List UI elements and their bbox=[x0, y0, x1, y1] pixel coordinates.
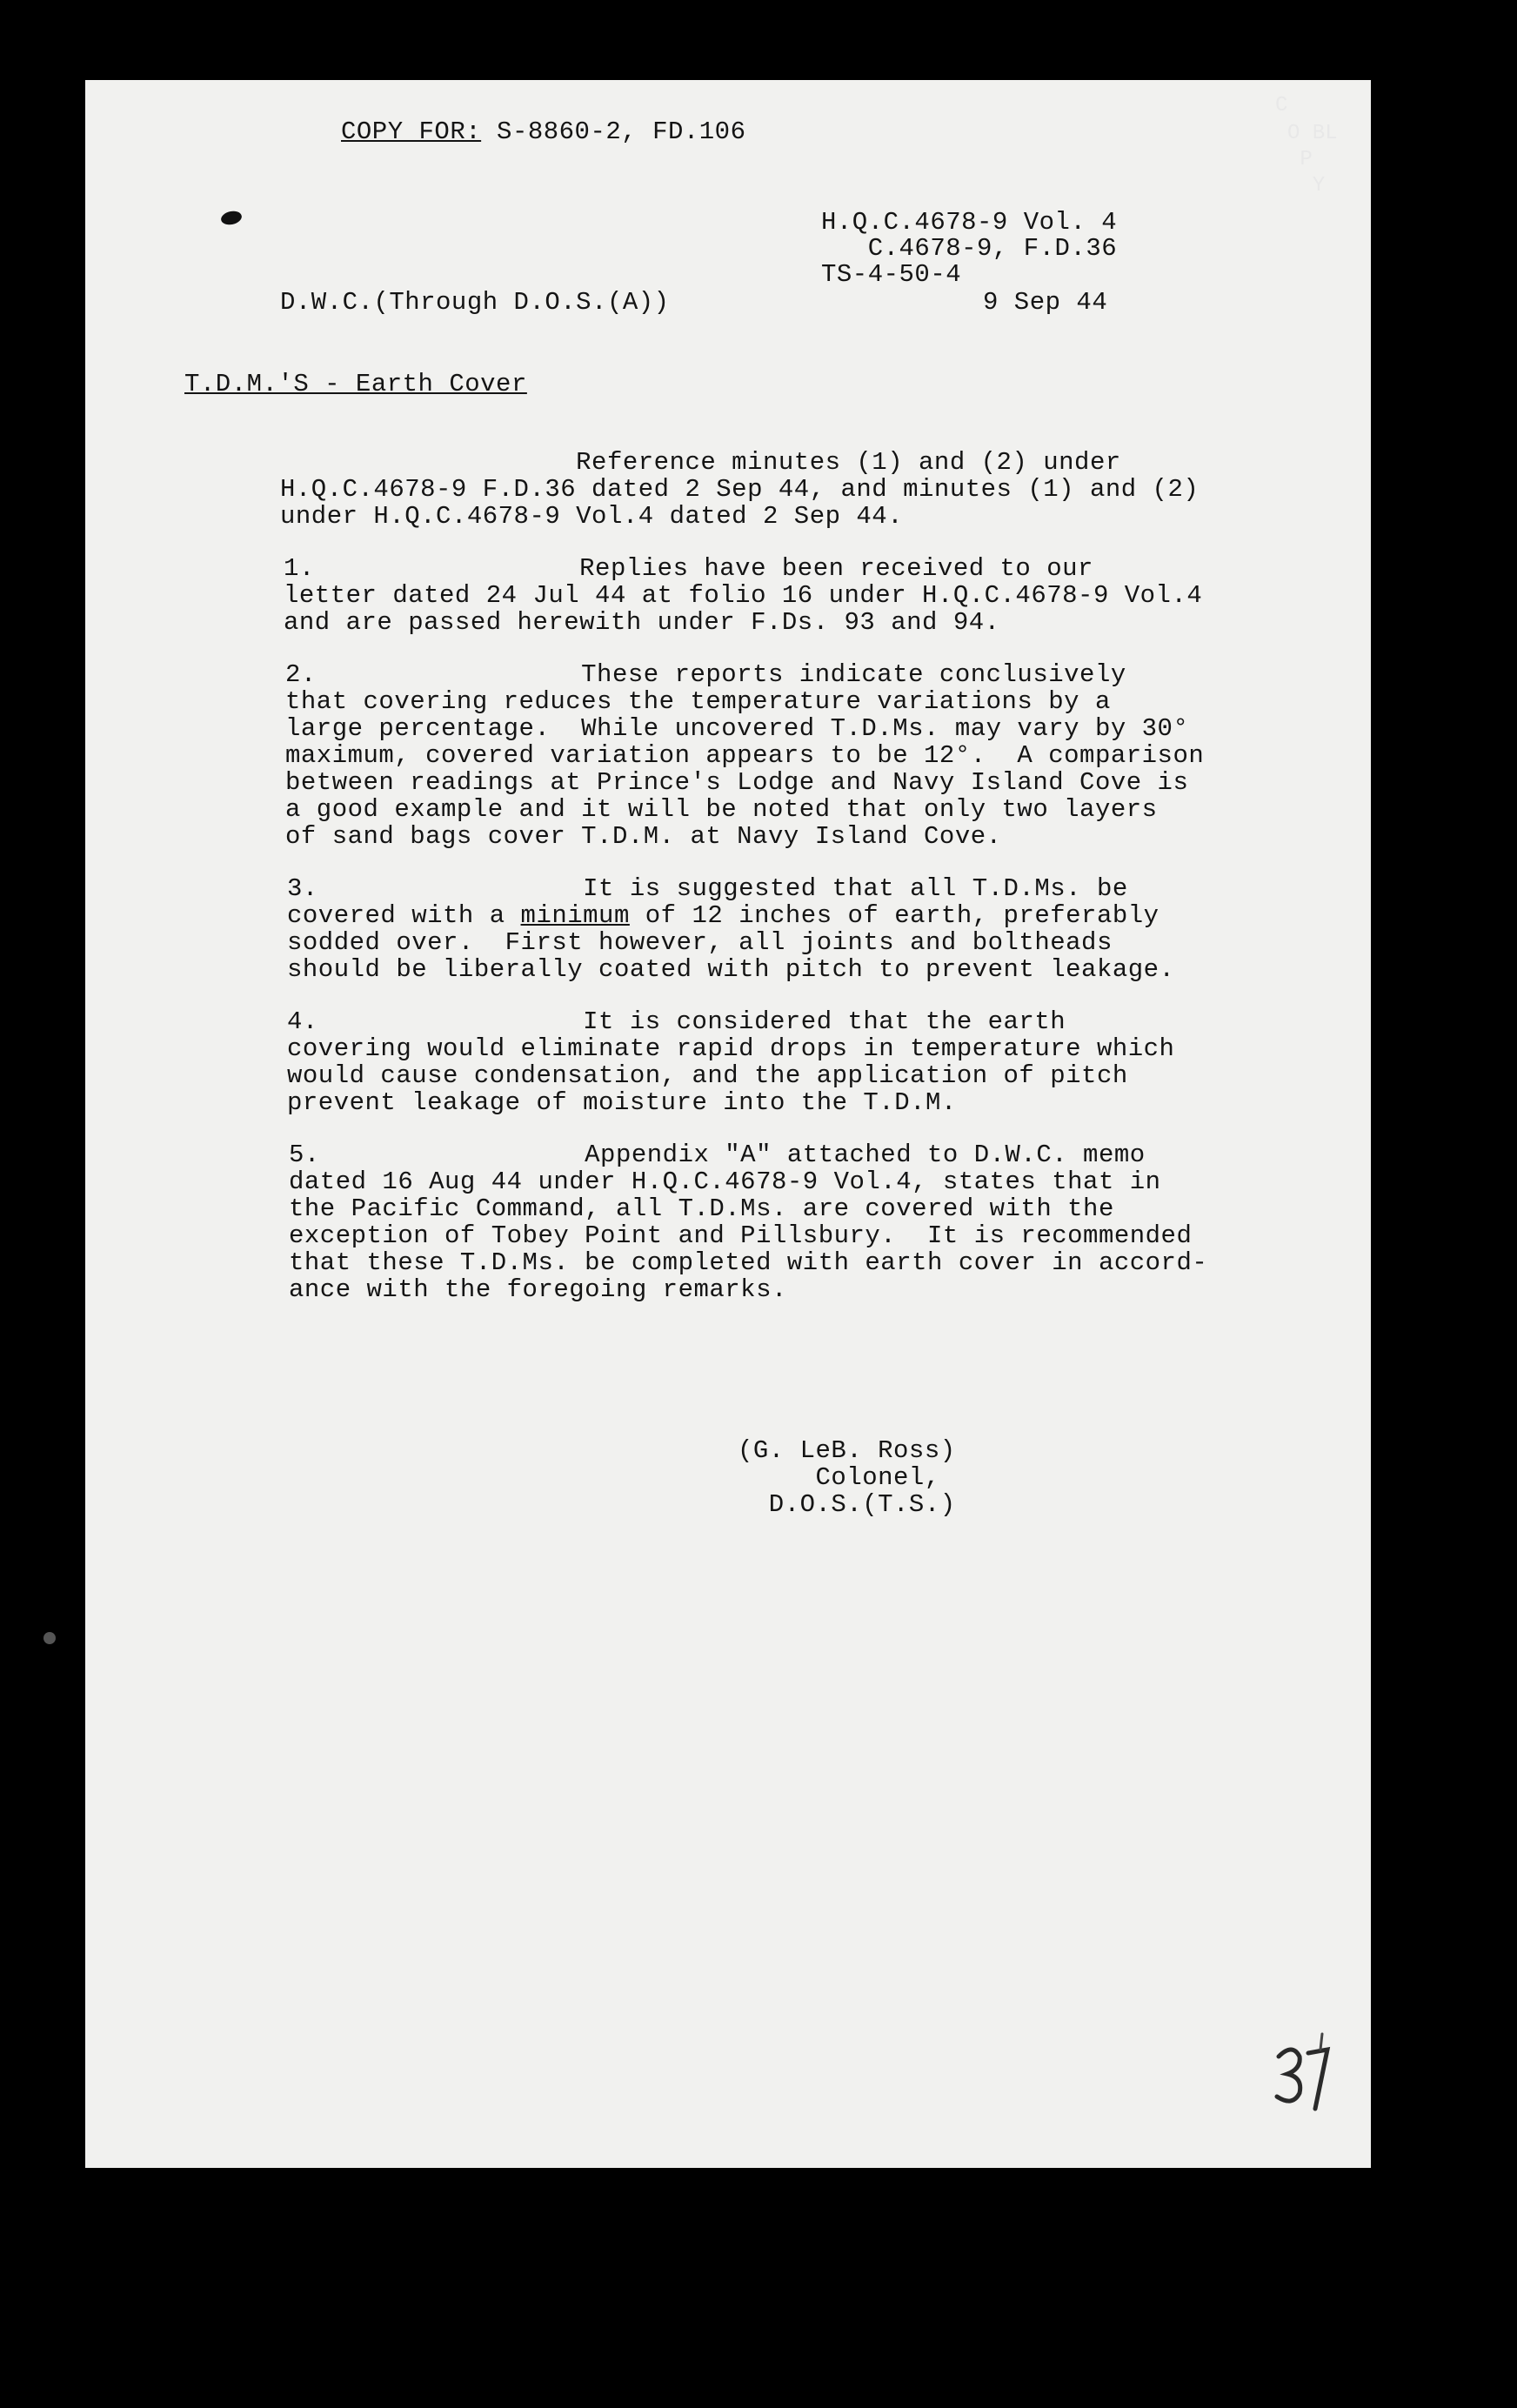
para5-line-1: 5. Appendix "A" attached to D.W.C. memo bbox=[289, 1140, 1146, 1169]
para5-line-2: dated 16 Aug 44 under H.Q.C.4678-9 Vol.4, states that in bbox=[289, 1167, 1161, 1196]
para2-line-4: maximum, covered variation appears to be 12°. A comparison bbox=[285, 741, 1205, 770]
corner-stamp-line-3: P bbox=[1287, 148, 1313, 171]
para2-line-7: of sand bags cover T.D.M. at Navy Island Cove. bbox=[285, 822, 1002, 851]
para1-line-2: letter dated 24 Jul 44 at folio 16 under H.Q.C.4678-9 Vol.4 bbox=[284, 581, 1203, 610]
signatory-title: D.O.S.(T.S.) bbox=[738, 1490, 956, 1519]
para2-line-2: that covering reduces the temperature variations by a bbox=[285, 687, 1111, 716]
para3-underlined-word: minimum bbox=[520, 901, 630, 930]
para3-line-2-start: covered with a bbox=[287, 901, 521, 930]
reference-line-2: H.Q.C.4678-9 F.D.36 dated 2 Sep 44, and minutes (1) and (2) bbox=[280, 475, 1200, 504]
file-ref-2: C.4678-9, F.D.36 bbox=[821, 234, 1118, 263]
para3-line-3: sodded over. First however, all joints and boltheads bbox=[287, 928, 1113, 957]
para4-line-1: 4. It is considered that the earth bbox=[287, 1007, 1066, 1036]
reference-line-3: under H.Q.C.4678-9 Vol.4 dated 2 Sep 44. bbox=[280, 502, 904, 531]
signatory-rank: Colonel, bbox=[738, 1463, 940, 1492]
punch-hole bbox=[43, 1632, 56, 1644]
para4-line-3: would cause condensation, and the application of pitch bbox=[287, 1061, 1128, 1090]
subject-line: T.D.M.'S - Earth Cover bbox=[184, 370, 527, 398]
addressee: D.W.C.(Through D.O.S.(A)) bbox=[280, 288, 670, 317]
para2-line-6: a good example and it will be noted that only two layers bbox=[285, 795, 1158, 824]
para4-line-2: covering would eliminate rapid drops in temperature which bbox=[287, 1034, 1175, 1063]
para2-line-3: large percentage. While uncovered T.D.Ms. may vary by 30° bbox=[285, 714, 1189, 743]
corner-stamp-line-1: C bbox=[1275, 94, 1288, 117]
copy-for-label: COPY FOR: bbox=[341, 117, 482, 146]
para5-line-5: that these T.D.Ms. be completed with earth cover in accord- bbox=[289, 1248, 1208, 1277]
para2-line-5: between readings at Prince's Lodge and Navy Island Cove is bbox=[285, 768, 1189, 797]
para4-line-4: prevent leakage of moisture into the T.D.M. bbox=[287, 1088, 957, 1117]
para2-line-1: 2. These reports indicate conclusively bbox=[285, 660, 1126, 689]
file-ref-3: TS-4-50-4 bbox=[821, 260, 962, 289]
copy-for-value: S-8860-2, FD.106 bbox=[481, 117, 746, 146]
corner-stamp-line-2: O BL bbox=[1287, 122, 1338, 145]
memo-date: 9 Sep 44 bbox=[983, 288, 1108, 317]
para3-line-2 bbox=[287, 902, 1159, 929]
para5-line-6: ance with the foregoing remarks. bbox=[289, 1275, 787, 1304]
para1-line-1: 1. Replies have been received to our bbox=[284, 554, 1093, 583]
para3-line-2-end: of 12 inches of earth, preferably bbox=[629, 901, 1159, 930]
para3-line-1: 3. It is suggested that all T.D.Ms. be bbox=[287, 874, 1128, 903]
para3-line-4: should be liberally coated with pitch to prevent leakage. bbox=[287, 955, 1175, 984]
handwritten-folio-number bbox=[1270, 2027, 1340, 2114]
file-ref-1: H.Q.C.4678-9 Vol. 4 bbox=[821, 208, 1118, 237]
copy-for-line bbox=[341, 118, 746, 145]
corner-stamp-line-4: Y bbox=[1287, 174, 1326, 197]
para5-line-4: exception of Tobey Point and Pillsbury. It is recommended bbox=[289, 1221, 1193, 1250]
para1-line-3: and are passed herewith under F.Ds. 93 and 94. bbox=[284, 608, 1000, 637]
signatory-name: (G. LeB. Ross) bbox=[738, 1436, 956, 1465]
para5-line-3: the Pacific Command, all T.D.Ms. are covered with the bbox=[289, 1194, 1114, 1223]
reference-line-1: Reference minutes (1) and (2) under bbox=[280, 448, 1121, 477]
